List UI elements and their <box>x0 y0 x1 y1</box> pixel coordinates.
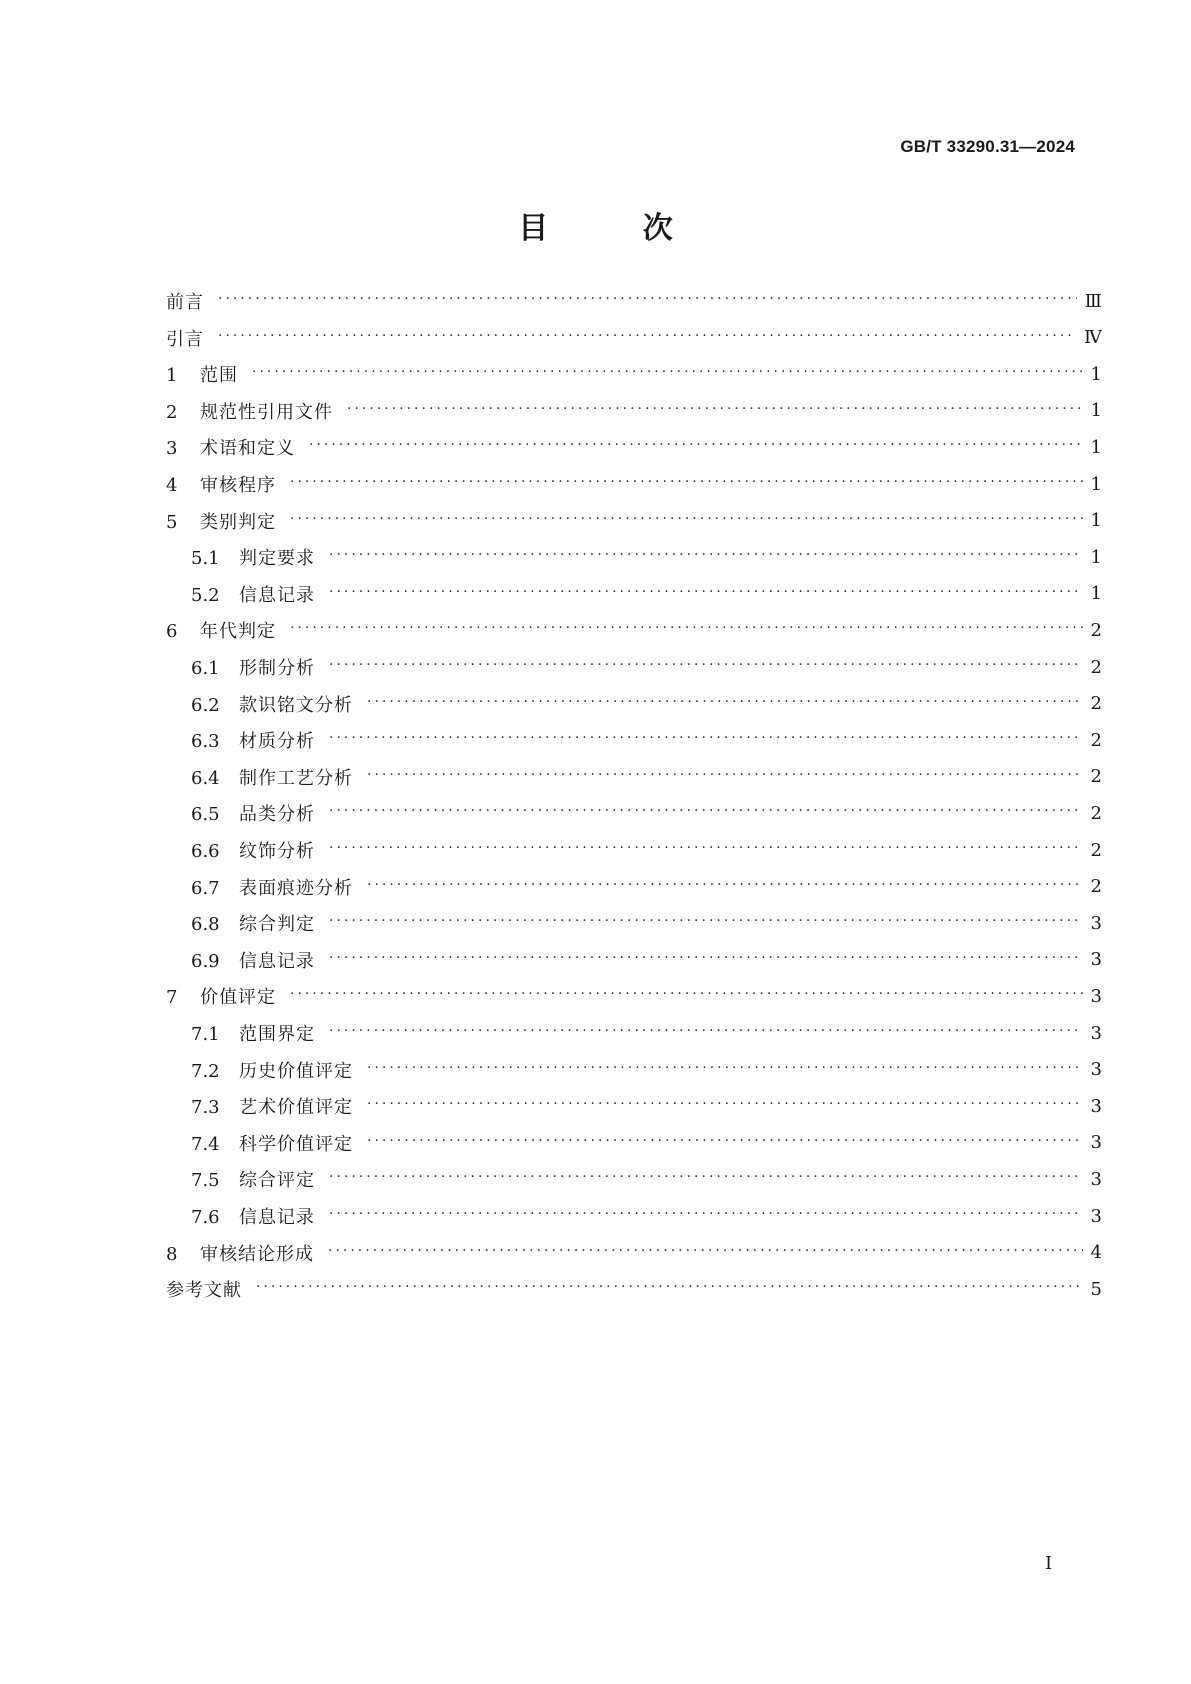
toc-entry-page: 3 <box>1090 949 1102 971</box>
toc-entry-number: 5.1 <box>191 548 220 570</box>
toc-entry-page: 3 <box>1090 1132 1102 1154</box>
toc-entry[interactable] <box>166 1201 1102 1231</box>
dot-leader <box>329 1201 1083 1231</box>
toc-entry-text <box>166 325 204 351</box>
toc-entry-number: 6.4 <box>191 767 220 789</box>
toc-entry-text <box>166 617 276 643</box>
toc-entry-label: 规范性引用文件 <box>200 401 333 423</box>
toc-entry-page: 2 <box>1090 802 1102 824</box>
toc-entry[interactable] <box>166 689 1102 719</box>
toc-entry-page: 1 <box>1090 363 1102 385</box>
toc-entry-text <box>166 947 315 973</box>
toc-entry[interactable] <box>166 1274 1102 1304</box>
toc-entry[interactable] <box>166 542 1102 572</box>
toc-entry-page: 1 <box>1090 583 1102 605</box>
toc-entry-number: 7.1 <box>191 1024 220 1045</box>
dot-leader <box>329 1018 1083 1048</box>
toc-entry-label: 审核结论形成 <box>200 1243 314 1265</box>
toc-entry-number: 5 <box>166 511 178 533</box>
toc-entry-label: 制作工艺分析 <box>239 767 353 789</box>
toc-entry-number: 7.6 <box>191 1207 220 1228</box>
toc-entry-page: 3 <box>1090 1022 1102 1044</box>
dot-leader <box>256 1274 1083 1304</box>
dot-leader <box>329 542 1083 572</box>
toc-entry-text <box>166 398 333 424</box>
toc-entry[interactable] <box>166 652 1102 682</box>
toc-entry-label: 范围 <box>200 365 238 387</box>
toc-entry[interactable] <box>166 1164 1102 1194</box>
dot-leader <box>218 323 1076 353</box>
toc-entry-label: 材质分析 <box>239 731 315 753</box>
toc-entry-page: 2 <box>1090 839 1102 861</box>
toc-entry-number: 6.2 <box>191 694 220 716</box>
toc-entry[interactable] <box>166 1128 1102 1158</box>
toc-entry-number: 2 <box>166 401 178 423</box>
toc-entry-number: 6.1 <box>191 658 220 679</box>
toc-entry-label: 范围界定 <box>239 1024 315 1045</box>
toc-entry-page: 1 <box>1090 510 1102 532</box>
toc-entry-number: 6.7 <box>191 877 220 899</box>
toc-entry-label: 审核程序 <box>200 475 276 496</box>
toc-entry-text <box>166 983 276 1009</box>
toc-entry-number: 6.8 <box>191 914 220 936</box>
toc-entry-text <box>166 910 315 936</box>
toc-entry[interactable] <box>166 945 1102 975</box>
toc-entry-label: 品类分析 <box>239 804 315 826</box>
toc-entry[interactable] <box>166 725 1102 755</box>
toc-entry-text <box>166 434 295 460</box>
toc-entry[interactable] <box>166 615 1102 645</box>
toc-entry-text <box>166 1166 315 1192</box>
toc-entry[interactable] <box>166 872 1102 902</box>
toc-entry[interactable] <box>166 1018 1102 1048</box>
toc-entry-label: 形制分析 <box>239 658 315 679</box>
toc-entry-page: 3 <box>1090 1095 1102 1117</box>
toc-entry-label: 表面痕迹分析 <box>239 877 353 899</box>
toc-entry-text <box>166 837 315 863</box>
dot-leader <box>329 945 1083 975</box>
toc-entry-text <box>166 581 315 607</box>
dot-leader <box>329 579 1083 609</box>
toc-entry[interactable] <box>166 286 1102 316</box>
dot-leader <box>328 1238 1083 1268</box>
toc-entry-number: 7.5 <box>191 1170 220 1192</box>
toc-entry-label: 价值评定 <box>200 987 276 1009</box>
dot-leader <box>367 872 1083 902</box>
toc-entry-number: 3 <box>166 438 178 460</box>
toc-entry-page: 2 <box>1090 729 1102 751</box>
toc-entry-label: 信息记录 <box>239 584 315 606</box>
toc-entry-page: 4 <box>1090 1242 1102 1264</box>
toc-entry-label: 信息记录 <box>239 950 315 972</box>
toc-entry-number: 7.4 <box>191 1133 220 1155</box>
toc-entry-page: 1 <box>1090 436 1102 458</box>
toc-entry-text <box>166 1093 353 1119</box>
toc-entry-page: Ⅳ <box>1084 327 1102 349</box>
toc-entry-text <box>166 691 353 717</box>
toc-entry-page: 2 <box>1090 619 1102 641</box>
toc-entry[interactable] <box>166 1238 1102 1268</box>
toc-entry-text <box>166 1203 315 1229</box>
toc-entry-label: 科学价值评定 <box>239 1133 353 1155</box>
toc-entry-number: 7.2 <box>191 1060 220 1082</box>
toc-entry[interactable] <box>166 908 1102 938</box>
toc-entry-page: 1 <box>1090 546 1102 568</box>
toc-entry-text <box>166 654 315 680</box>
toc-entry[interactable] <box>166 579 1102 609</box>
toc-entry-label: 年代判定 <box>200 621 276 643</box>
dot-leader <box>290 469 1083 499</box>
toc-entry-number: 7 <box>166 987 178 1009</box>
toc-entry-label: 参考文献 <box>166 1280 242 1302</box>
toc-entry-number: 5.2 <box>191 584 220 606</box>
toc-entry-page: 1 <box>1090 473 1102 495</box>
toc-entry[interactable] <box>166 432 1102 462</box>
toc-entry-page: 2 <box>1090 656 1102 678</box>
page-title: 目 次 <box>518 211 715 246</box>
toc-entry-label: 判定要求 <box>239 548 315 570</box>
standard-code: GB/T 33290.31—2024 <box>900 137 1075 156</box>
toc-entry-page: 1 <box>1090 400 1102 422</box>
toc-entry-label: 款识铭文分析 <box>239 694 353 716</box>
toc-entry-text <box>166 361 238 387</box>
dot-leader <box>329 835 1083 865</box>
toc-entry-page: Ⅲ <box>1084 290 1102 312</box>
toc-entry[interactable] <box>166 359 1102 389</box>
toc-entry-label: 类别判定 <box>200 511 276 533</box>
toc-entry-label: 综合判定 <box>239 914 315 936</box>
dot-leader <box>329 798 1083 828</box>
toc-entry-page: 3 <box>1090 1205 1102 1227</box>
dot-leader <box>218 286 1077 316</box>
dot-leader <box>367 1128 1083 1158</box>
dot-leader <box>347 396 1083 426</box>
toc-entry[interactable] <box>166 798 1102 828</box>
toc-entry[interactable] <box>166 981 1102 1011</box>
toc-entry-number: 6.6 <box>191 841 220 862</box>
toc-entry-text <box>166 800 315 826</box>
toc-entry-text <box>166 1020 315 1046</box>
toc-entry[interactable] <box>166 396 1102 426</box>
dot-leader <box>290 506 1083 536</box>
toc-entry-label: 信息记录 <box>239 1207 315 1228</box>
toc-entry-label: 前言 <box>166 292 204 313</box>
toc-entry-text <box>166 727 315 753</box>
toc-entry-page: 2 <box>1090 876 1102 898</box>
toc-entry-label: 术语和定义 <box>200 438 295 460</box>
toc-entry-number: 6 <box>166 621 178 643</box>
dot-leader <box>252 359 1083 389</box>
toc-entry-label: 历史价值评定 <box>239 1060 353 1082</box>
toc-entry-label: 综合评定 <box>239 1170 315 1192</box>
dot-leader <box>290 981 1083 1011</box>
dot-leader <box>329 652 1083 682</box>
toc-entry[interactable] <box>166 835 1102 865</box>
toc-entry-number: 7.3 <box>191 1097 220 1119</box>
toc-entry-text <box>166 1130 353 1156</box>
toc-entry-page: 3 <box>1090 1168 1102 1190</box>
toc-entry-text <box>166 508 276 534</box>
toc-entry-label: 纹饰分析 <box>239 841 315 862</box>
toc-entry-page: 2 <box>1090 766 1102 788</box>
dot-leader <box>367 762 1083 792</box>
toc-entry-text <box>166 1276 242 1302</box>
toc-entry-number: 6.9 <box>191 950 220 972</box>
toc-entry-number: 8 <box>166 1243 178 1265</box>
toc-entry-text <box>166 471 276 497</box>
dot-leader <box>329 1164 1083 1194</box>
dot-leader <box>367 1055 1083 1085</box>
toc-entry-number: 4 <box>166 475 178 496</box>
dot-leader <box>367 1091 1083 1121</box>
toc-entry-text <box>166 1057 353 1083</box>
toc-entry-text <box>166 288 204 314</box>
toc-entry[interactable] <box>166 469 1102 499</box>
toc-entry-text <box>166 1240 314 1266</box>
toc-entry[interactable] <box>166 1055 1102 1085</box>
toc-entry-page: 3 <box>1090 1059 1102 1081</box>
toc-entry-label: 引言 <box>166 328 204 350</box>
toc-entry-number: 1 <box>166 365 178 387</box>
dot-leader <box>329 908 1083 938</box>
toc-entry[interactable] <box>166 506 1102 536</box>
page-number: I <box>1045 1553 1053 1574</box>
dot-leader <box>367 689 1083 719</box>
toc-entry-page: 5 <box>1090 1278 1102 1300</box>
toc-entry-text <box>166 764 353 790</box>
toc-entry-page: 2 <box>1090 693 1102 715</box>
dot-leader <box>309 432 1083 462</box>
toc-entry-page: 3 <box>1090 985 1102 1007</box>
toc-entry-label: 艺术价值评定 <box>239 1097 353 1119</box>
toc-entry[interactable] <box>166 1091 1102 1121</box>
toc-entry[interactable] <box>166 762 1102 792</box>
toc-entry-text <box>166 544 315 570</box>
toc-entry-number: 6.5 <box>191 804 220 826</box>
toc-entry-page: 3 <box>1090 912 1102 934</box>
dot-leader <box>329 725 1083 755</box>
toc-entry-text <box>166 874 353 900</box>
dot-leader <box>290 615 1083 645</box>
toc-entry[interactable] <box>166 323 1102 353</box>
toc-entry-number: 6.3 <box>191 731 220 753</box>
